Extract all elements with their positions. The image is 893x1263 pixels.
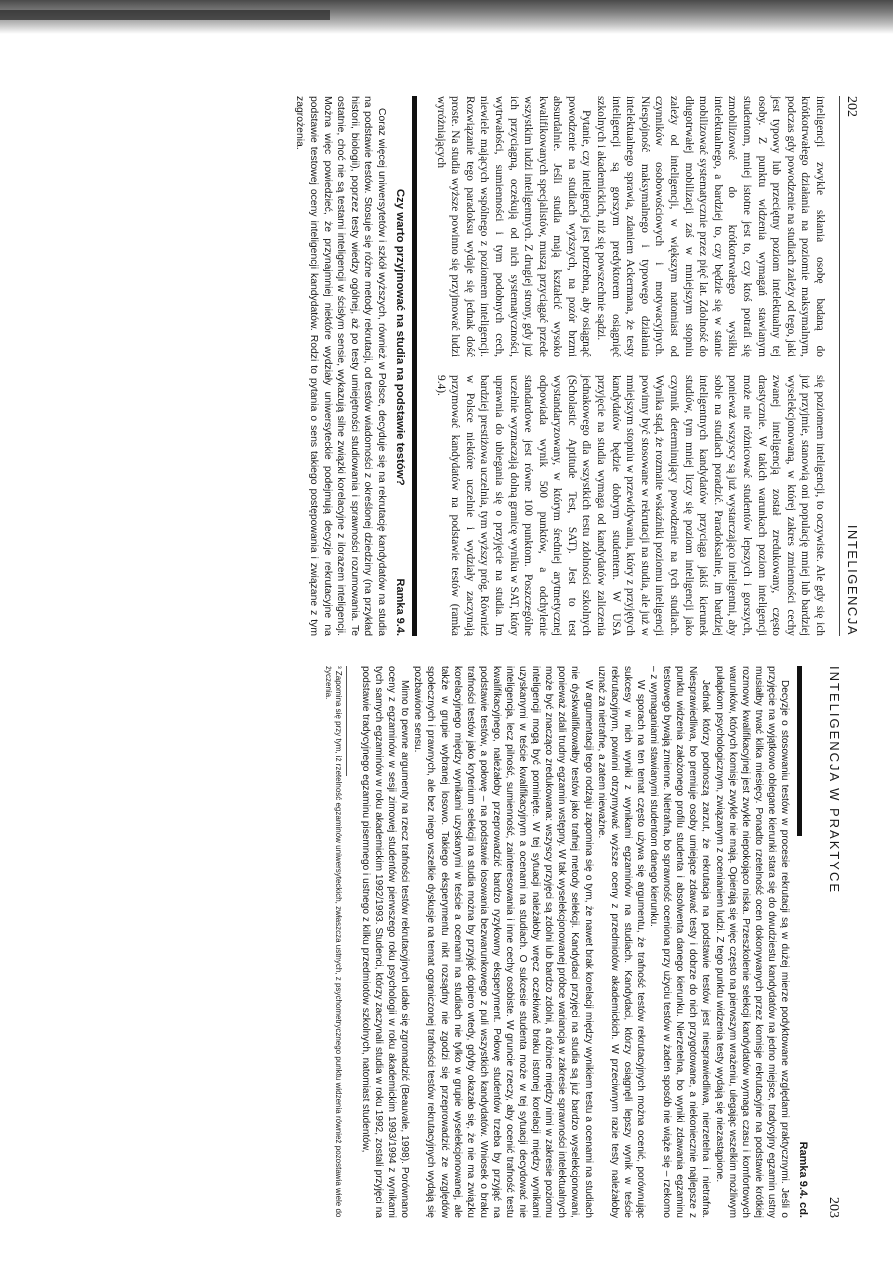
box-continued-label: Ramka 9.4. cd.: [797, 1141, 809, 1218]
page-203-header: [825, 666, 842, 1218]
page-202-header: [839, 96, 860, 636]
column-right: [433, 375, 827, 636]
page-202-columns: [433, 96, 827, 636]
page-number-202: 202: [844, 96, 859, 117]
box-paragraph: Coraz więcej uniwersytetów i szkół wyższych, również w Polsce, decyduje się na rekrutację kandydatów na studia na podstawie testów. Stosuje się różne metody rekrutacji, od testów wiadomości z określonej dziedziny (na przykład historii, biologii), poprzez testy wiedzy ogólnej, aż po testy umiejętności studiowania i sprawności rozumowania. Te ostatnie, choć nie są testami inteligencji w ścisłym sensie, wykazują silne związki korelacyjne z ilorazem inteligencji. Można więc powiedzieć, że przynajmniej niektóre wydziały uniwersyteckie podejmują decyzje rekrutacyjne na podstawie testowej oceny inteligencji kandydatów. Rodzi to pytania o sens takiego postępowania i związane z tym zagrożenia.: [294, 96, 387, 636]
page-202: [98, 96, 860, 636]
box-label: Ramka 9.4.: [393, 578, 406, 636]
footnote-rule: [346, 666, 347, 776]
box-continued-header: [797, 666, 809, 1218]
scan-edge-dark: [0, 10, 330, 20]
box-paragraph: Jednak którzy podnoszą zarzut, że rekrutacja na podstawie testów jest niesprawiedliwa, nierzetelna i nietrafna. Niesprawiedliwa, bo premiuje osoby umiejące zdawać testy i dobrze do nich przygotowane, a niekoniecznie najlepsze z punktu widzenia założonego profilu studenta i absolwenta danego kierunku. Nierzetelna, bo wyniki zdawania egzaminu testowego bywają zmienne. Nietrafna, bo sprawność oceniona przy użyciu testów w żaden sposób nie wiąże się – rzekomo – z wymaganiami stawianymi studentom danego kierunku.: [648, 666, 712, 1218]
running-head-203: INTELIGENCJA W PRAKTYCE: [827, 666, 842, 895]
box-paragraph: W sporach na ten temat często używa się argumentu, że trafność testów rekrutacyjnych można ocenić, porównując sukcesy w nich wyniki z wynikami egzaminów na studiach. Kandydaci, którzy osiągnęli lepszy wynik w teście rekrutacyjnym, powinni otrzymywać wyższe oceny z przedmiotów akademickich. W przeciwnym razie testy należałoby uznać za nietrafne, a zatem nieważne.: [595, 666, 646, 1218]
paragraph: Pytanie, czy inteligencja jest potrzebna, aby osiągnąć powodzenie na studiach wyższych, na pozór brzmi absurdalnie. Jeśli studia mają kształcić wysoko kwalifikowanych specjalistów, muszą przyciągać przede wszystkim ludzi inteligentnych. Z drugiej strony, gdy już ich przyciągną, oczekują od nich systematyczności, wytrwałości, sumienności i tym podobnych cech, niewiele mających wspólnego z poziomem inteligencji. Rozwiązanie tego paradoksu wydaje się jednak dość proste. Na studia wyższe powinno się przyjmować ludzi wyróżniających: [434, 96, 593, 357]
column-left: [433, 96, 827, 357]
paragraph: inteligencji zwykle skłania osobę badaną do krótkotrwałego działania na poziomie maksymalnym, podczas gdy powodzenie na studiach zależy od tego, jaki jest typowy lub przeciętny poziom intelektualny tej osoby. Z punktu widzenia wymagań stawianym studentom, mniej istotne jest to, czy ktoś potrafi się zmobilizować do krótkotrwałego wysiłku intelektualnego, a bardziej to, czy będzie się w stanie mobilizować systematycznie przez pięć lat. Zdolność do długotrwałej mobilizacji zaś w mniejszym stopniu zależy od inteligencji, w większym natomiast od czynników osobowościowych i motywacyjnych. Niespójność maksymalnego i typowego działania intelektualnego sprawia, zdaniem Ackermana, że testy inteligencji są gorszym predyktorem osiągnięć szkolnych i akademickich, niż się powszechnie sądzi.: [595, 96, 826, 357]
paragraph: się poziomem inteligencji, to oczywiste. Ale gdy się ich już przyjmie, stanowią oni populację mniej lub bardziej wyselekcjonowaną, w której zakres zmienności cechy zwanej inteligencją został zredukowany, często drastycznie. W takich warunkach poziom inteligencji może nie różnicować studentów lepszych i gorszych, ponieważ wszyscy są już wystarczająco inteligentni, aby sobie na studiach poradzić. Paradoksalnie, im bardziej inteligentnych kandydatów przyciąga jakiś kierunek studiów, tym mniej liczy się poziom inteligencji jako czynnik determinujący powodzenie na tych studiach. Wynika stąd, że rozmaite wskaźniki poziomu inteligencji powinny być stosowane w rekrutacji na studia, ale już w mniejszym stopniu w przewidywaniu, który z przyjętych kandydatów będzie dobrym studentem. W USA przyjęcie na studia wymaga od kandydatów zaliczenia jednakowego dla wszystkich testu zdolności szkolnych (Scholastic Aptitude Test, SAT). Jest to test wystandaryzowany, w którym średniej arytmetycznej odpowiada wynik 500 punktów, a odchylenie standardowe jest równe 100 punktom. Poszczególne uczelnie wyznaczają dolną granicę wyniku w SAT, który uprawnia do ubiegania się o przyjęcie na studia. Im bardziej prestiżowa uczelnia, tym wyższy próg. Również w Polsce niektóre uczelnie i wydziały zaczynają przymować kandydatów na podstawie testów (ramka 9.4).: [434, 375, 826, 636]
box-rule: [797, 666, 802, 836]
box-title: Czy warto przyjmować na studia na podstawie testów?: [393, 188, 406, 486]
page-number-203: 203: [826, 1197, 841, 1218]
box-title-row: [394, 96, 406, 636]
box-paragraph: W argumentacji tego rodzaju zapomina się o tym, że nawet brak korelacji między wynikiem testu a ocenami na studiach nie dyskwalifikowałby testów jako trafnej metody selekcji. Kandydaci przyjęci na studia są już bardzo wyselekcjonowani, ponieważ zdali trudny egzamin wstępny. W tak wyselekcjonowanej próbce wariancja w zakresie sprawności intelektualnych może być znacząco zredukowana: wszyscy przyjęci są zdolni lub bardzo zdolni, a różnice między nimi w zakresie poziomu inteligencji mogą być pominięte. W tej sytuacji należałoby wręcz oczekiwać braku istotnej korelacji między wynikami uzyskanymi w teście kwalifikacyjnym a ocenami na studiach. O sukcesie studenta może w tej sytuacji decydować nie inteligencja, lecz pilność, sumienność, zainteresowania i inne cechy osobiste. W gruncie rzeczy, aby ocenić trafność testu kwalifikacyjnego, należałoby przeprowadzić bardzo ryzykowny eksperyment. Połowę studentów trzeba by przyjąć na podstawie testów, a połowę – na podstawie losowania bezwarunkowego z puli wszystkich kandydatów. Wniosek o braku trafności testów jako kryterium selekcji na studia można by przyjąć dopiero wtedy, gdyby okazało się, że nie ma związku korelacyjnego między wynikami uzyskanymi w teście a ocenami na studiach nie tylko w grupie wyselekcjonowanej, ale także w grupie wybranej losowo. Takiego eksperymentu nikt rozsądny nie zgodzi się przeprowadzić ze względów społecznych i prawnych, ale bez niego wszelkie dyskusje na temat ograniczonej trafności testów rekrutacyjnych wydają się pozbawione sensu.: [412, 666, 594, 1218]
box-body: [293, 96, 388, 636]
box-paragraph: Decyzje o stosowaniu testów w procesie rekrutacji są w dużej mierze podyktowane względami praktycznymi. Jeśli o przyjęcie na wyjątkowo oblegane kierunki stara się do dwudziestu kandydatów na jedno miejsce, tradycyjny egzamin ustny musiałby trwać kilka miesięcy. Ponadto rzetelność ocen dokonywanych przez komisje rekrutacyjne na podstawie krótkiej rozmowy kwalifikacyjnej jest zwykle niepokojąco niska. Przeszkolenie selekcji kandydatów wymaga czasu i komfortowych warunków, których komisje zwykle nie mają. Opierają się więc często na pierwszym wrażeniu, ulegając wszelkim możliwym pułapkom psychologicznym, związanym z ocenianiem ludzi. Z tego punktu widzenia testy wydają się niezastąpione.: [713, 666, 790, 1218]
box-continued-body: [359, 666, 791, 1218]
page-203: [92, 666, 842, 1218]
footnote: ³ Zapomina się przy tym, iż rzetelność egzaminów uniwersyteckich, zwłaszcza ustnych, z psychometrycznego punktu widzenia również pozostawia wiele do życzenia.: [323, 666, 343, 1218]
box-paragraph: Mimo to pewne argumenty na rzecz trafności testów rekrutacyjnych udało się zgromadzić (Beauvale, 1998). Porównano oceny z egzaminów w sesji zimowej studentów pierwszego roku psychologii w roku akademickim 1993/1994 z wynikami tych samych egzaminów w roku akademickim 1992/1993. Studenci, którzy zaczynali studia w roku 1992, zostali przyjęci na podstawie tradycyjnego egzaminu pisemnego i ustnego z kilku przedmiotów szkolnych, natomiast studentów,: [360, 666, 411, 1218]
box-top-rule: [412, 96, 417, 636]
running-head-202: INTELIGENCJA: [845, 524, 860, 636]
